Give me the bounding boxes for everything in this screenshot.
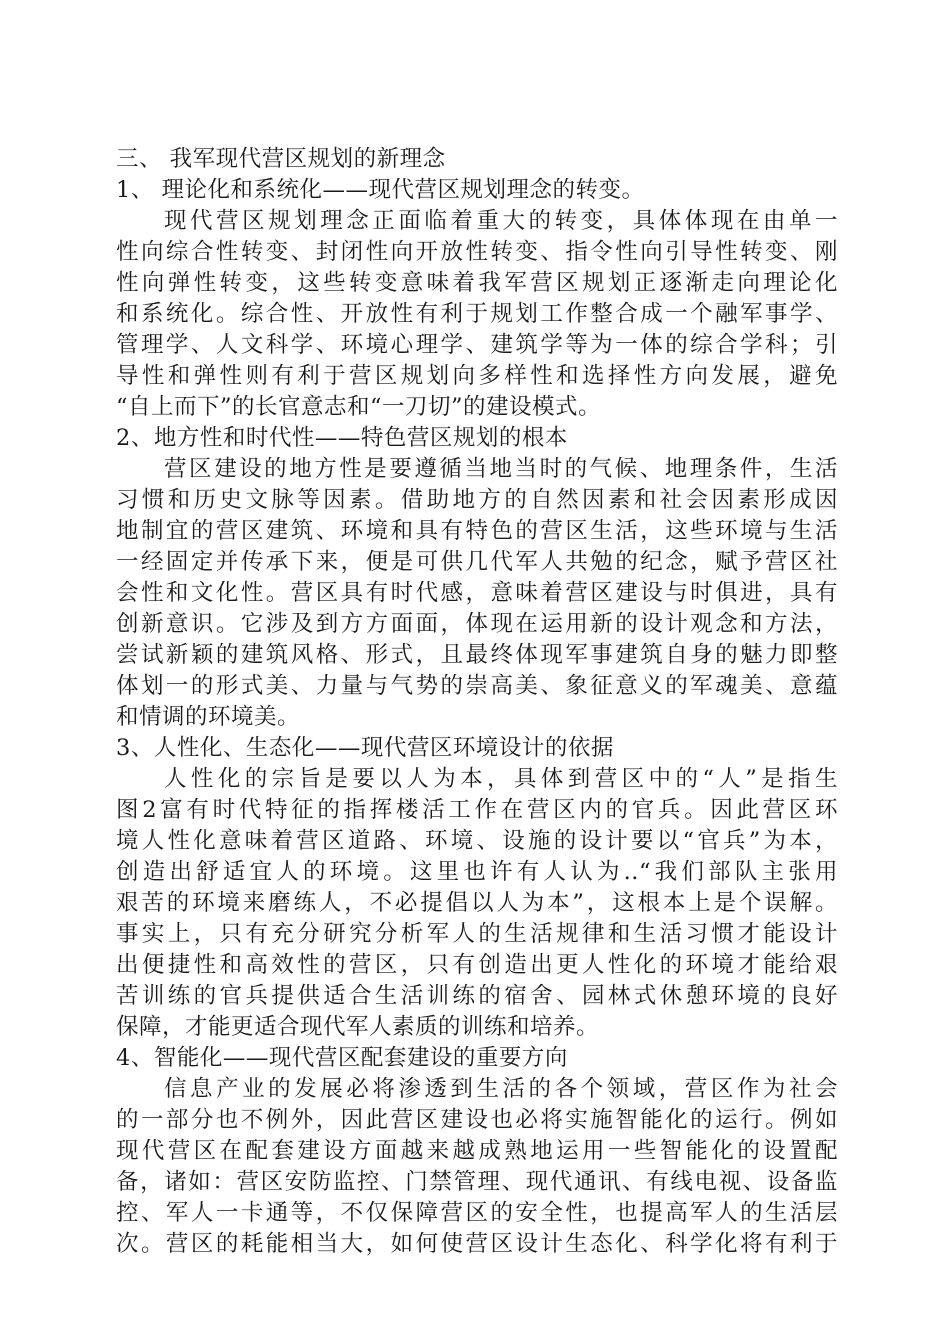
paragraph-line: 创新意识。它涉及到方方面面，体现在运用新的设计观念和方法， — [116, 611, 838, 637]
paragraph-line: 营区建设的地方性是要遵循当地当时的气候、地理条件，生活 — [164, 456, 838, 482]
subsection-heading: 2、地方性和时代性——特色营区规划的根本 — [116, 425, 568, 451]
paragraph-line: 导性和弹性则有利于营区规划向多样性和选择性方向发展，避免 — [116, 363, 838, 389]
paragraph-line: 控、军人一卡通等，不仅保障营区的安全性，也提高军人的生活层 — [116, 1200, 838, 1226]
paragraph-line: 人性化的宗旨是要以人为本，具体到营区中的“人”是指生 — [164, 766, 838, 792]
paragraph-line: 境人性化意味着营区道路、环境、设施的设计要以“官兵”为本， — [116, 828, 838, 854]
paragraph-line: 出便捷性和高效性的营区，只有创造出更人性化的环境才能给艰 — [116, 952, 838, 978]
document-page — [116, 144, 838, 1260]
subsection-heading: 4、智能化——现代营区配套建设的重要方向 — [116, 1045, 568, 1071]
paragraph-line: 现代营区在配套建设方面越来越成熟地运用一些智能化的设置配 — [116, 1138, 838, 1164]
paragraph-line: 图2富有时代特征的指挥楼活工作在营区内的官兵。因此营区环 — [116, 797, 838, 823]
paragraph-line: 体划一的形式美、力量与气势的崇高美、象征意义的军魂美、意蕴 — [116, 673, 838, 699]
paragraph-line: 和系统化。综合性、开放性有利于规划工作整合成一个融军事学、 — [116, 301, 838, 327]
paragraph-line: 保障，才能更适合现代军人素质的训练和培养。 — [116, 1014, 600, 1040]
subsection-2 — [116, 423, 838, 733]
paragraph-line: 事实上，只有充分研究分析军人的生活规律和生活习惯才能设计 — [116, 921, 838, 947]
paragraph-line: 次。营区的耗能相当大，如何使营区设计生态化、科学化将有利于 — [116, 1231, 838, 1257]
paragraph-line: 会性和文化性。营区具有时代感，意味着营区建设与时俱进，具有 — [116, 580, 838, 606]
paragraph-line: 尝试新颖的建筑风格、形式，且最终体现军事建筑自身的魅力即整 — [116, 642, 838, 668]
paragraph-line: 的一部分也不例外，因此营区建设也必将实施智能化的运行。例如 — [116, 1107, 838, 1133]
subsection-4 — [116, 1043, 838, 1260]
paragraph-line: 性向弹性转变，这些转变意味着我军营区规划正逐渐走向理论化 — [116, 270, 838, 296]
paragraph-line: 习惯和历史文脉等因素。借助地方的自然因素和社会因素形成因 — [116, 487, 838, 513]
paragraph-line: 备，诸如：营区安防监控、门禁管理、现代通讯、有线电视、设备监 — [116, 1169, 838, 1195]
subsection-1 — [116, 175, 838, 423]
paragraph-line: 地制宜的营区建筑、环境和具有特色的营区生活，这些环境与生活 — [116, 518, 838, 544]
paragraph-line: 现代营区规划理念正面临着重大的转变，具体体现在由单一 — [164, 208, 838, 234]
paragraph-line: 一经固定并传承下来，便是可供几代军人共勉的纪念，赋予营区社 — [116, 549, 838, 575]
paragraph-line: 创造出舒适宜人的环境。这里也许有人认为..“我们部队主张用 — [116, 859, 838, 885]
paragraph-line: 和情调的环境美。 — [116, 704, 301, 730]
paragraph-line: “自上而下”的长官意志和“一刀切”的建设模式。 — [116, 394, 602, 420]
subsection-3 — [116, 733, 838, 1043]
paragraph-line: 苦训练的官兵提供适合生活训练的宿舍、园林式休憩环境的良好 — [116, 983, 838, 1009]
paragraph-line: 信息产业的发展必将渗透到生活的各个领域，营区作为社会 — [164, 1076, 838, 1102]
section-title: 三、 我军现代营区规划的新理念 — [116, 146, 446, 172]
paragraph-line: 艰苦的环境来磨练人，不必提倡以人为本”，这根本上是个误解。 — [116, 890, 838, 916]
paragraph-line: 管理学、人文科学、环境心理学、建筑学等为一体的综合学科；引 — [116, 332, 838, 358]
subsection-heading: 3、人性化、生态化——现代营区环境设计的依据 — [116, 735, 614, 761]
paragraph-line: 性向综合性转变、封闭性向开放性转变、指令性向引导性转变、刚 — [116, 239, 838, 265]
subsection-heading: 1、 理论化和系统化——现代营区规划理念的转变。 — [116, 177, 645, 203]
